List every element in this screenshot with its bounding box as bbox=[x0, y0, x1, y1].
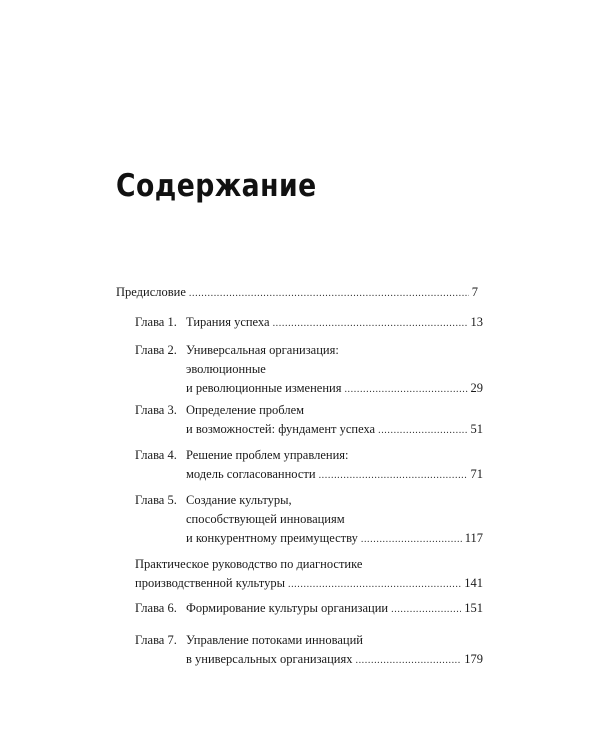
toc-entry-title-line: производственной культуры bbox=[135, 576, 285, 590]
chapter-label: Глава 1. bbox=[135, 315, 177, 329]
page-number: 179 bbox=[464, 652, 483, 666]
toc-entry-preface[interactable] bbox=[116, 283, 478, 303]
leader-dots bbox=[378, 421, 467, 440]
toc-entry-title-line: в универсальных организациях bbox=[186, 652, 353, 666]
leader-dots bbox=[391, 600, 461, 619]
toc-entry-title: Формирование культуры организации bbox=[186, 601, 389, 615]
page-number: 29 bbox=[470, 381, 483, 395]
toc-entry-title-line: Решение проблем управления: bbox=[186, 448, 349, 462]
page-number: 7 bbox=[471, 285, 478, 299]
toc-entry-title-line: и революционные изменения bbox=[186, 381, 342, 395]
leader-dots bbox=[344, 380, 467, 399]
leader-dots bbox=[273, 314, 468, 333]
page-number: 71 bbox=[470, 467, 483, 481]
toc-entry-title-line: модель согласованности bbox=[186, 467, 316, 481]
toc-entry-title: Предисловие bbox=[116, 285, 186, 299]
toc-entry-title-line: Практическое руководство по диагностике bbox=[135, 557, 363, 571]
page-number: 51 bbox=[470, 422, 483, 436]
toc-entry-title-line: и возможностей: фундамент успеха bbox=[186, 422, 376, 436]
toc-entry-title-line: Управление потоками инноваций bbox=[186, 633, 363, 647]
leader-dots bbox=[189, 284, 469, 303]
toc-entry-title-line: и конкурентному преимуществу bbox=[186, 531, 358, 545]
leader-dots bbox=[288, 575, 461, 594]
leader-dots bbox=[361, 530, 462, 549]
chapter-label: Глава 3. bbox=[135, 403, 177, 417]
toc-entry-title-line: Определение проблем bbox=[186, 403, 305, 417]
chapter-label: Глава 2. bbox=[135, 343, 177, 357]
toc-entry-title: Тирания успеха bbox=[186, 315, 270, 329]
chapter-label: Глава 5. bbox=[135, 493, 177, 507]
toc-entry-practical-guide[interactable] bbox=[135, 555, 483, 594]
chapter-label: Глава 4. bbox=[135, 448, 177, 462]
toc-entry-title-line: Создание культуры, bbox=[186, 493, 292, 507]
page-number: 141 bbox=[464, 576, 483, 590]
toc-entry-title-line: Универсальная организация: bbox=[186, 343, 339, 357]
page-number: 13 bbox=[470, 315, 483, 329]
leader-dots bbox=[319, 466, 468, 485]
leader-dots bbox=[355, 651, 461, 670]
page-number: 117 bbox=[464, 531, 483, 545]
toc-entry-title-line: эволюционные bbox=[186, 362, 266, 376]
chapter-label: Глава 7. bbox=[135, 633, 177, 647]
toc-entry-title-line: способствующей инновациям bbox=[186, 512, 345, 526]
page-number: 151 bbox=[464, 601, 483, 615]
page-title: Содержание bbox=[116, 168, 317, 204]
chapter-label: Глава 6. bbox=[135, 601, 177, 615]
